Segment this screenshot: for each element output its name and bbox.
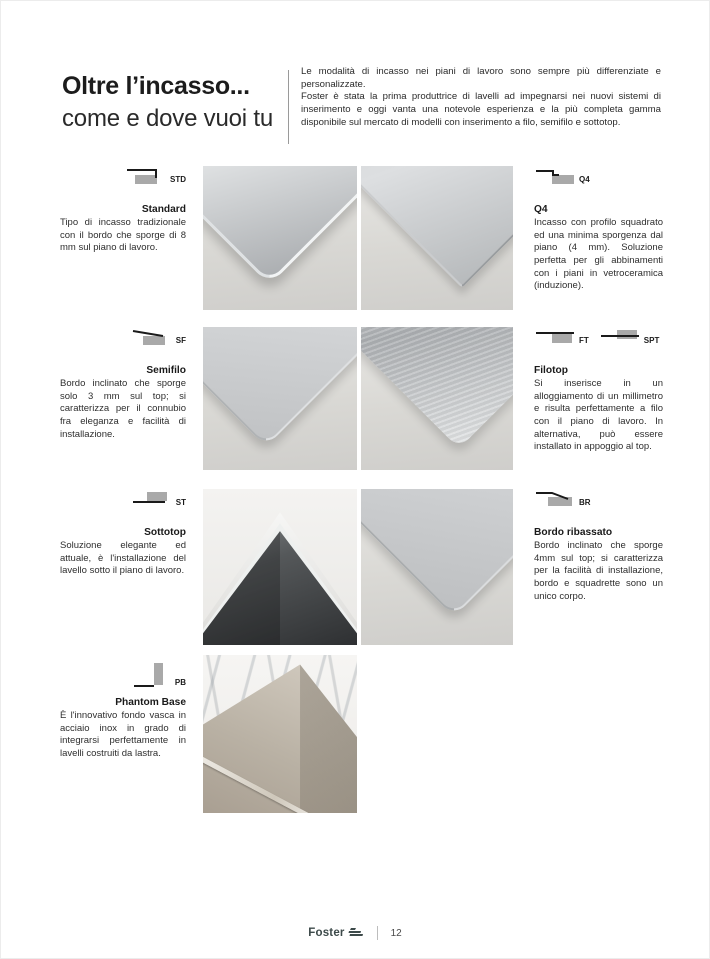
section-standard — [60, 166, 186, 255]
section-text: Soluzione elegante ed attuale, è l'installazione del lavello sotto il piano di lavoro. — [60, 540, 186, 577]
photo-filotop — [361, 327, 513, 470]
icon-label: SPT — [643, 336, 660, 345]
section-title: Q4 — [534, 204, 548, 215]
intro-text — [301, 66, 661, 129]
steel-plate-graphic — [203, 166, 357, 285]
intro-paragraph: Foster è stata la prima produttrice di lavelli ad impegnarsi nei nuovi sistemi di inserimento e oggi vanta una notevole esperienza e la più completa gamma disponibile sul mercato di modelli con inserimento a filo, semifilo e sottotop. — [301, 91, 661, 128]
photo-q4 — [361, 166, 513, 310]
icon-label: FT — [579, 336, 589, 345]
page-number: 12 — [390, 927, 402, 939]
section-title: Sottotop — [144, 527, 186, 538]
steel-plate-graphic — [203, 327, 357, 447]
foster-logo-mark-icon — [348, 924, 364, 942]
header-divider — [288, 70, 289, 144]
section-semifilo — [60, 327, 186, 441]
photo-sottotop — [203, 489, 357, 645]
section-text: È l'innovativo fondo vasca in acciaio inox in grado di integrarsi perfettamente in lavelli costruiti da lastra. — [60, 710, 186, 759]
section-filotop — [534, 327, 663, 454]
section-text: Bordo inclinato che sporge solo 3 mm sul top; si caratterizza per il connubio fra eleganza e facilità di installazione. — [60, 378, 186, 440]
steel-plate-graphic — [361, 166, 513, 288]
profile-sf-icon — [131, 327, 186, 347]
photo-phantom-base — [203, 655, 357, 813]
icon-label: Q4 — [579, 175, 590, 184]
profile-ft-icon — [534, 327, 589, 347]
icon-label: BR — [579, 498, 591, 507]
steel-plate-graphic — [361, 327, 513, 449]
section-title: Standard — [141, 204, 186, 215]
profile-spt-icon — [599, 327, 660, 347]
section-phantom-base — [60, 655, 186, 761]
section-title: Phantom Base — [115, 697, 186, 708]
brand-name: Foster — [308, 927, 345, 939]
intro-paragraph: Le modalità di incasso nei piani di lavoro sono sempre più differenziate e personalizzate. — [301, 66, 661, 90]
icon-label: PB — [174, 678, 186, 687]
photo-bordo-ribassato — [361, 489, 513, 645]
foster-brand — [308, 924, 363, 942]
section-title: Filotop — [534, 365, 568, 376]
photo-standard — [203, 166, 357, 310]
profile-st-icon — [131, 489, 186, 509]
page-subtitle: come e dove vuoi tu — [62, 105, 273, 132]
section-text: Tipo di incasso tradizionale con il bordo che sporge di 8 mm sul piano di lavoro. — [60, 217, 186, 254]
section-sottotop — [60, 489, 186, 578]
footer-divider — [377, 926, 378, 940]
icon-label: ST — [175, 498, 186, 507]
section-text: Bordo inclinato che sporge 4mm sul top; si caratterizza per la facilità di installazione, bordo e squadrette sono un unico corpo. — [534, 540, 663, 602]
page-footer — [0, 924, 710, 942]
photo-semifilo — [203, 327, 357, 470]
profile-std-icon — [125, 166, 186, 186]
profile-pb-icon — [130, 661, 186, 689]
section-q4 — [534, 166, 663, 293]
section-title: Semifilo — [146, 365, 186, 376]
section-title: Bordo ribassato — [534, 527, 613, 538]
page-title: Oltre l’incasso... — [62, 72, 250, 100]
profile-br-icon — [534, 489, 591, 509]
icon-label: SF — [175, 336, 186, 345]
steel-plate-graphic — [361, 489, 513, 617]
section-text: Incasso con profilo squadrato ed una minima sporgenza dal piano (4 mm). Soluzione perfetta per gli abbinamenti con i piani in vetroceramica (induzione). — [534, 217, 663, 292]
icon-label: STD — [170, 175, 186, 184]
section-text: Si inserisce in un alloggiamento di un millimetro e risulta perfettamente a filo con il piano di lavoro. In alternativa, può essere installato in appoggio al top. — [534, 378, 663, 453]
profile-q4-icon — [534, 166, 590, 186]
section-bordo-ribassato — [534, 489, 663, 603]
